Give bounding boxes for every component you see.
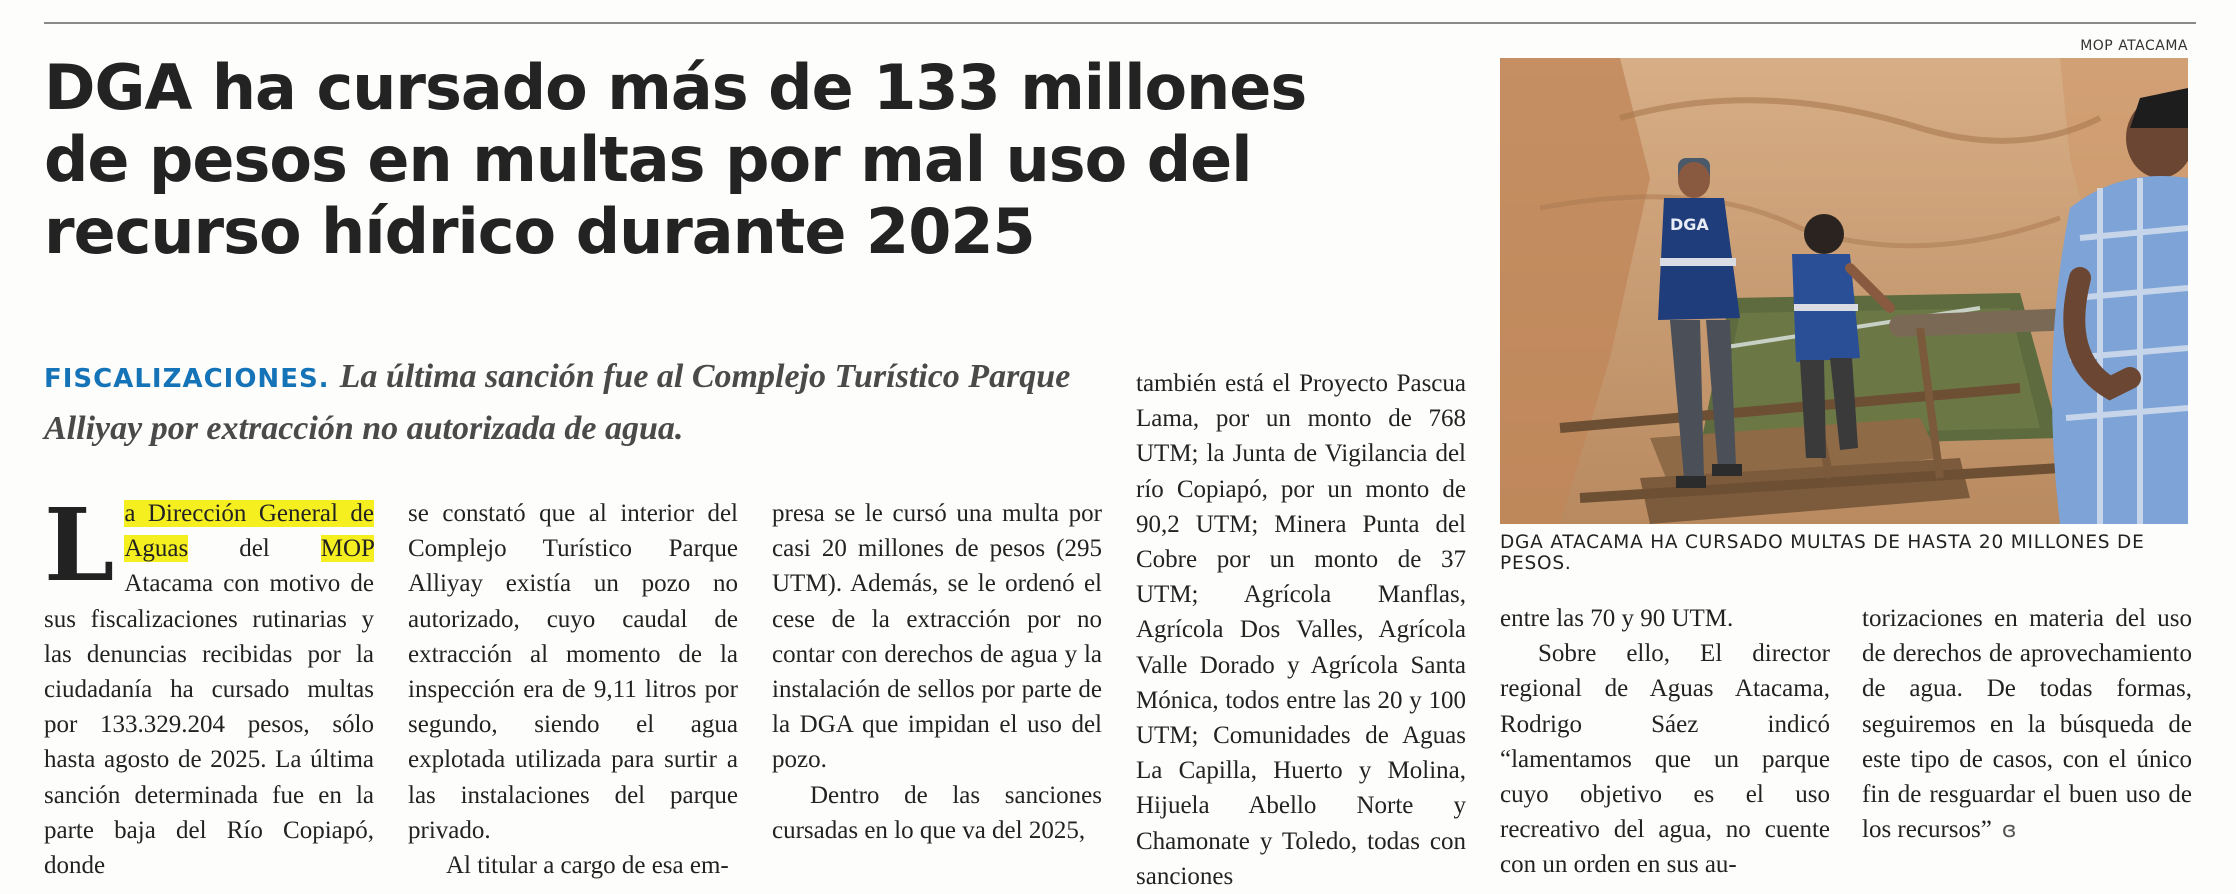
paragraph-1 <box>44 486 374 883</box>
text-fragment: del <box>188 535 321 563</box>
deck-lead: La última sanción fue al Complejo Turístico Parque Alliyay por extracción no autorizada de agua. <box>44 358 1071 447</box>
article-photo <box>1500 58 2188 524</box>
paragraph-4-end: entre las 70 y 90 UTM. <box>1500 605 1734 632</box>
paragraph-2: se constató que al interior del Complejo Turístico Parque Alliyay existía un pozo no autorizado, cuyo caudal de extracción al momento de la inspección era de 9,11 litros por segundo, siendo el agua explotada utilizada para surtir a las instalaciones del parque privado. <box>408 500 738 844</box>
headline-line-2: de pesos en multas por mal uso del <box>44 123 1252 196</box>
closing-quote-text: torizaciones en materia del uso de derechos de aprovechamiento de agua. De todas formas, seguiremos en la búsqueda de este tipo de casos, con el único fin de resguardar el buen uso de los recursos” <box>1862 605 2192 844</box>
headline-line-1: DGA ha cursado más de 133 millones <box>44 51 1307 124</box>
photo-caption: DGA ATACAMA HA CURSADO MULTAS DE HASTA 20 MILLONES DE PESOS. <box>1500 532 2145 574</box>
section-kicker: FISCALIZACIONES. <box>44 364 330 394</box>
drop-cap: L <box>44 486 115 604</box>
paragraph-3: Al titular a cargo de esa em- <box>446 852 729 880</box>
top-rule <box>44 22 2196 24</box>
article-column-4 <box>1136 366 1466 894</box>
end-mark-icon: ɞ <box>2001 818 2017 844</box>
photo-credit: MOP ATACAMA <box>2080 38 2188 54</box>
article-column-3 <box>772 496 1102 848</box>
paragraph-1-rest: Atacama con motivo de sus fiscalizaciones rutinarias y las denuncias recibidas por la ciudadanía ha cursado multas por 133.329.204 pesos, sólo hasta agosto de 2025. La última sanción determinada fue en la parte baja del Río Copiapó, donde <box>44 570 374 880</box>
article-column-1 <box>44 486 374 883</box>
article-column-6 <box>1862 601 2192 848</box>
paragraph-5: Sobre ello, El director regional de Aguas Atacama, Rodrigo Sáez indicó “lamentamos que un parque cuyo objetivo es el uso recreativo del agua, no cuente con un orden en sus au- <box>1500 640 1830 879</box>
highlighted-mop: MOP <box>320 535 374 563</box>
photo-illustration <box>1500 58 2188 524</box>
deck <box>44 352 1104 454</box>
vest-label: DGA <box>1670 215 1709 234</box>
paragraph-4-continued: también está el Proyecto Pascua Lama, por un monto de 768 UTM; la Junta de Vigilancia del río Copiapó, por un monto de 90,2 UTM; Minera Punta del Cobre por un monto de 37 UTM; Agrícola Manflas, Agrícola Dos Valles, Agrícola Valle Dorado y Agrícola Santa Mónica, todos entre las 20 y 100 UTM; Comunidades de Aguas La Capilla, Huerto y Molina, Hijuela Abello Norte y Chamonate y Toledo, todas con sanciones <box>1136 370 1466 890</box>
highlighted-agency-name: a Dirección General de Aguas <box>124 500 374 563</box>
paragraph-4: Dentro de las sanciones cursadas en lo que va del 2025, <box>772 781 1102 844</box>
headline-line-3: recurso hídrico durante 2025 <box>44 195 1035 268</box>
article-column-5 <box>1500 601 1830 883</box>
paragraph-3-continued: presa se le cursó una multa por casi 20 millones de pesos (295 UTM). Además, se le ordenó el cese de la extracción por no contar con derechos de agua y la instalación de sellos por parte de la DGA que impidan el uso del pozo. <box>772 500 1102 774</box>
article-column-2 <box>408 496 738 883</box>
headline <box>44 52 1464 268</box>
paragraph-5-continued <box>1862 601 2192 848</box>
